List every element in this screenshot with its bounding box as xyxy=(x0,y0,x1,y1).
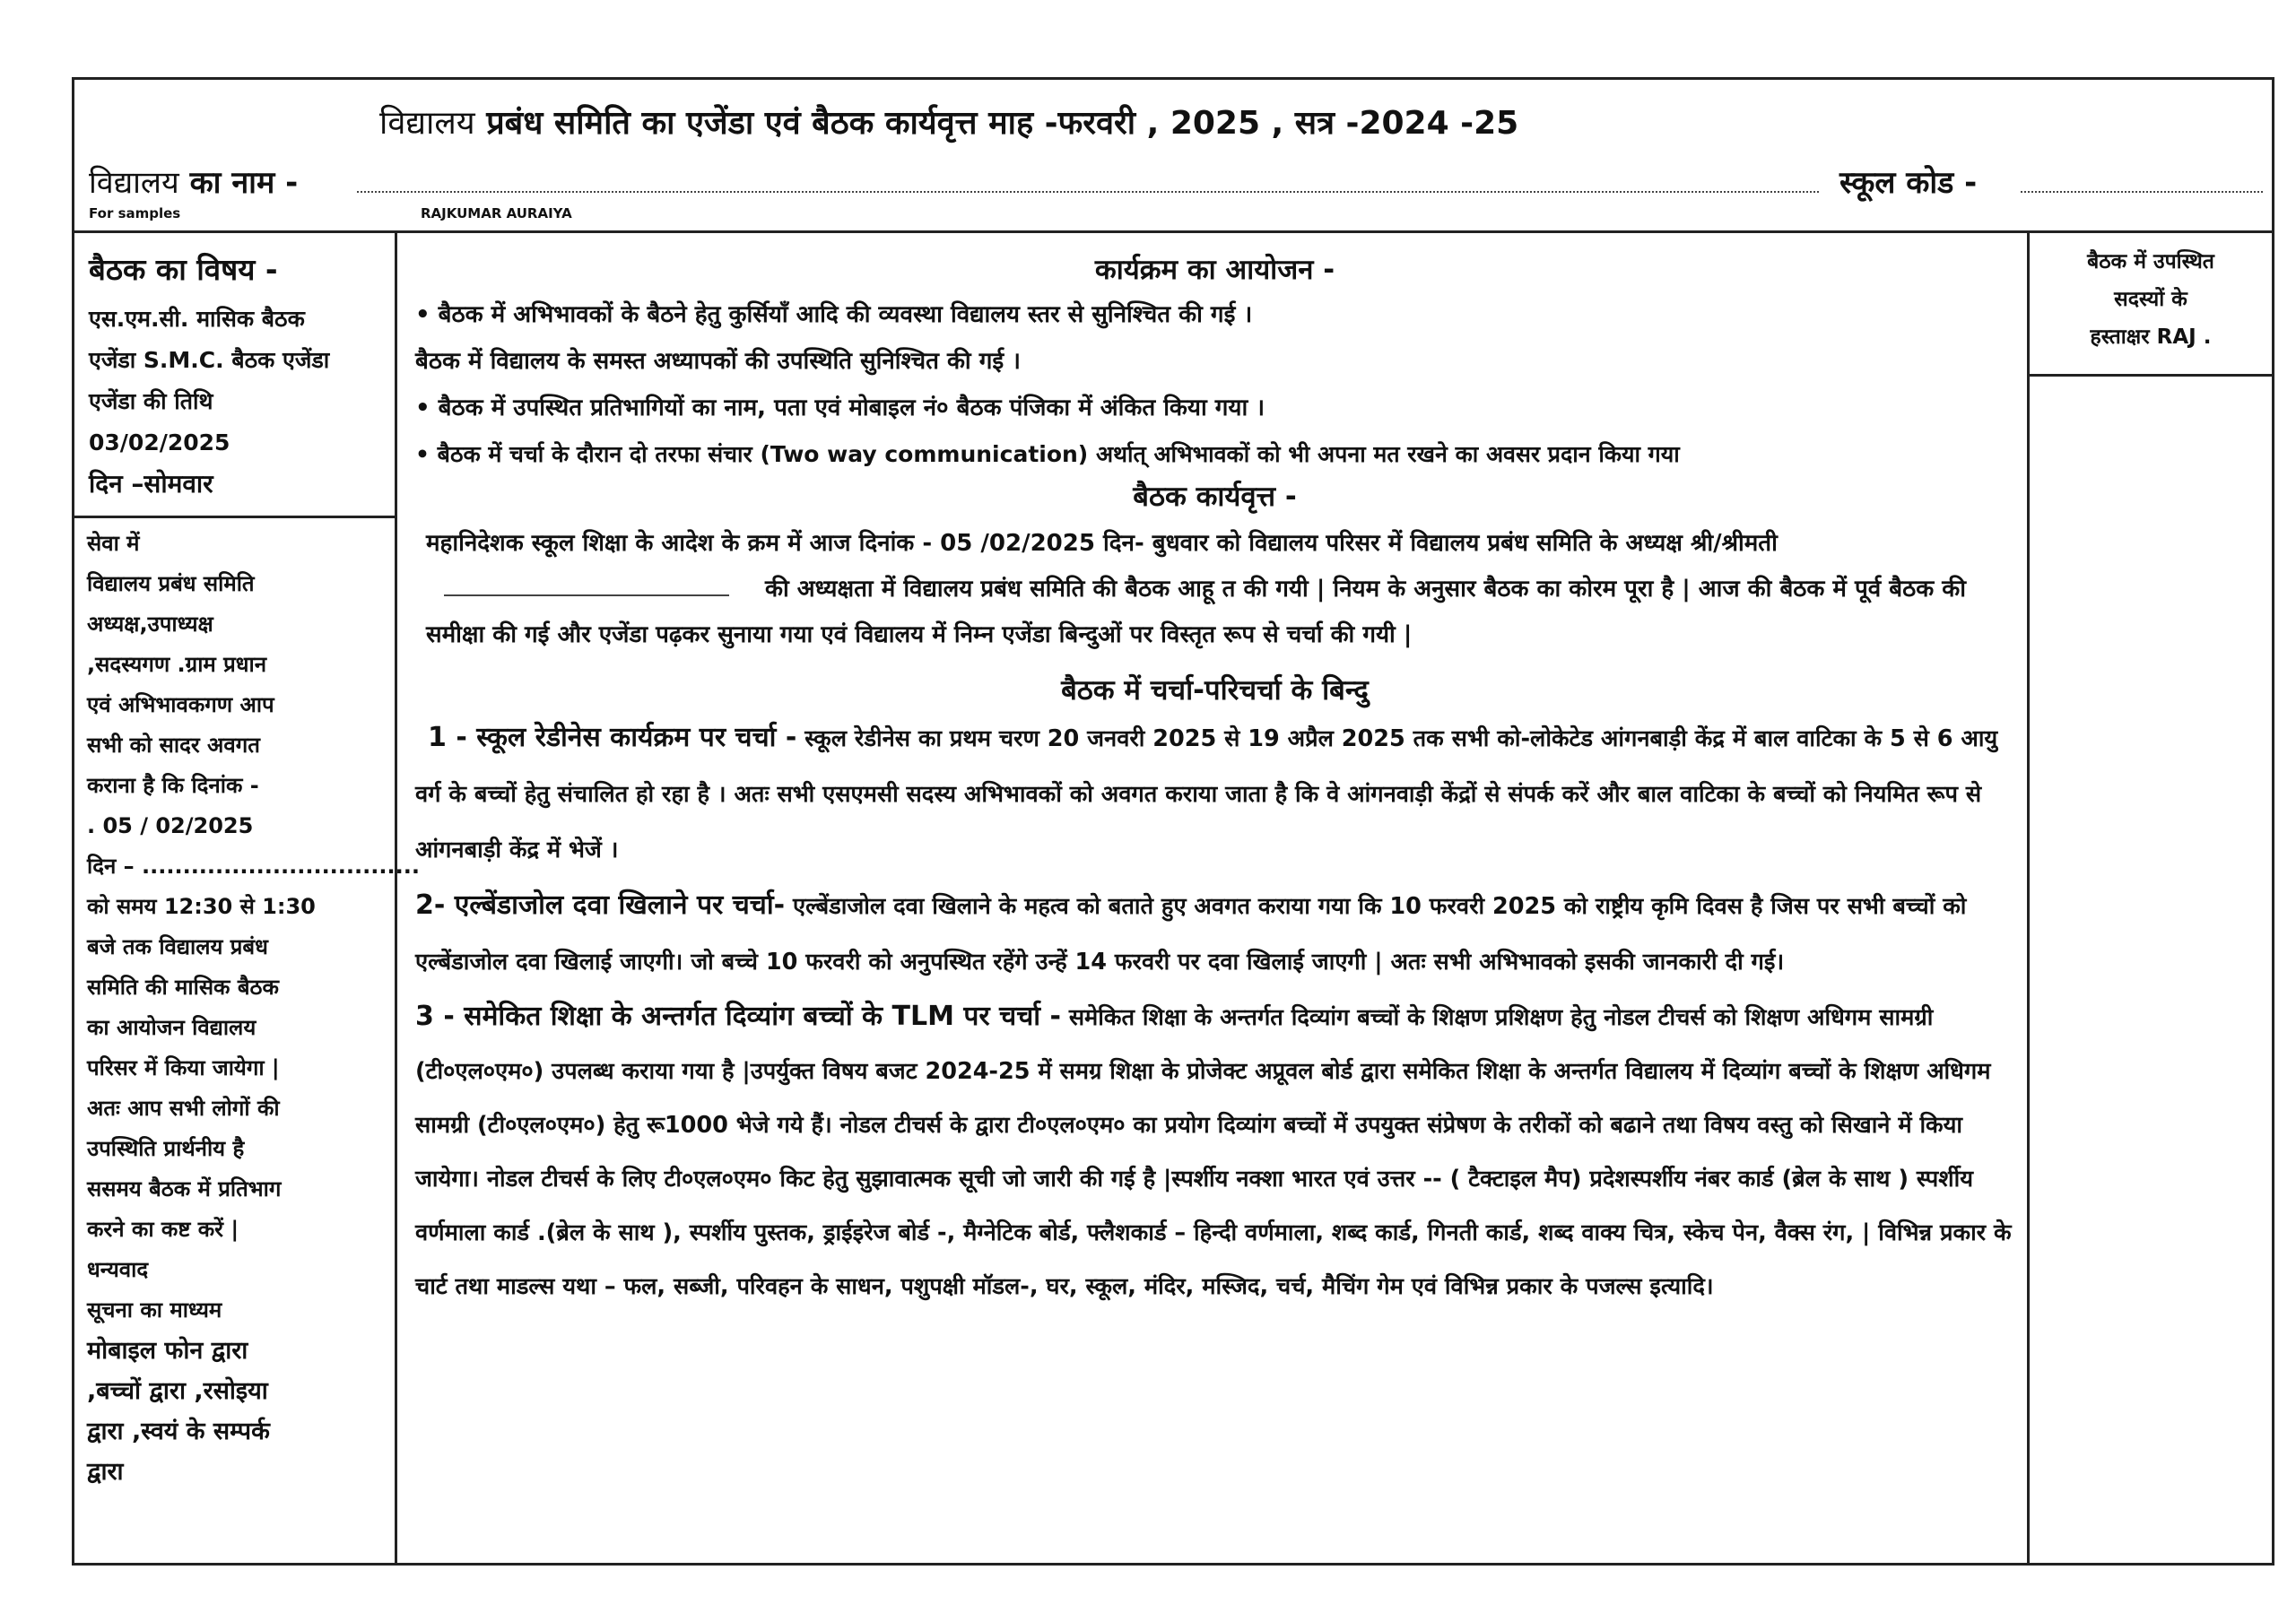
agenda-day: दिन –सोमवार xyxy=(89,469,213,499)
point-item xyxy=(415,990,2014,1314)
note-samples: For samples xyxy=(89,205,181,221)
meeting-subject-box xyxy=(74,230,395,518)
notice-line: करने का कष्ट करें | xyxy=(87,1217,239,1242)
notice-line: ससमय बैठक में प्रतिभाग xyxy=(87,1176,282,1201)
notice-line: समिति की मासिक बैठक xyxy=(87,975,279,1000)
arrangement-item: • बैठक में अभिभावकों के बैठने हेतु कुर्सियाँ आदि की व्यवस्था विद्यालय स्तर से सुनिश्चित की गई । xyxy=(415,301,1253,328)
main-column xyxy=(397,230,2027,1563)
points-heading: बैठक में चर्चा-परिचर्चा के बिन्दु xyxy=(1061,674,1369,707)
notice-line: परिसर में किया जायेगा | xyxy=(87,1055,280,1080)
chairperson-blank xyxy=(444,591,729,596)
notice-line: अध्यक्ष,उपाध्यक्ष xyxy=(87,612,213,637)
signature-box xyxy=(2030,230,2272,377)
point-item xyxy=(415,878,2014,990)
minutes-paragraph xyxy=(415,521,2014,658)
notice-line: बजे तक विद्यालय प्रबंध xyxy=(87,934,268,959)
document-title xyxy=(379,100,1518,143)
notice-line: एवं अभिभावकगण आप xyxy=(87,692,274,717)
notice-line: ,सदस्यगण .ग्राम प्रधान xyxy=(87,652,267,677)
arrangement-item: • बैठक में उपस्थित प्रतिभागियों का नाम, पता एवं मोबाइल नं० बैठक पंजिका में अंकित किया गया । xyxy=(415,395,1265,421)
point-body: एल्बेंडाजोल दवा खिलाने के महत्व को बताते हुए अवगत कराया गया कि 10 फरवरी 2025 को राष्ट्रीय कृमि दिवस है जिस पर सभी बच्चों को एल्बेंडाजोल दवा खिलाई जाएगी। जो बच्चे 10 फरवरी को अनुपस्थित रहेंगे उन्हें 14 फरवरी पर दवा खिलाई जाएगी | अतः सभी अभिभावको इसकी जानकारी दी गई। xyxy=(415,893,1967,976)
agenda-date: 03/02/2025 xyxy=(89,429,230,455)
notice-line: सूचना का माध्यम xyxy=(87,1297,222,1323)
notice-line: . 05 / 02/2025 xyxy=(87,813,254,838)
subject-line: एस.एम.सी. मासिक बैठक xyxy=(89,306,305,332)
notice-line: को समय 12:30 से 1:30 xyxy=(87,894,316,919)
subject-line: एजेंडा की तिथि xyxy=(89,388,213,414)
document-header xyxy=(74,80,2272,233)
notice-line: कराना है कि दिनांक - xyxy=(87,773,259,798)
school-name-label xyxy=(89,160,298,202)
left-column xyxy=(74,230,420,1563)
right-column xyxy=(2027,230,2272,1563)
arrangement-heading: कार्यक्रम का आयोजन - xyxy=(1094,254,1335,286)
meeting-subject-title: बैठक का विषय - xyxy=(89,252,278,287)
notice-line: द्वारा xyxy=(87,1458,124,1486)
document-frame xyxy=(72,77,2274,1566)
point-title: 2- एल्बेंडाजोल दवा खिलाने पर चर्चा- xyxy=(415,889,786,921)
notice-line: उपस्थिति प्रार्थनीय है xyxy=(87,1136,245,1161)
subject-line: एजेंडा S.M.C. बैठक एजेंडा xyxy=(89,347,330,373)
signature-label: हस्ताक्षर RAJ . xyxy=(2090,325,2212,349)
notice-line: द्वारा ,स्वयं के सम्पर्क xyxy=(87,1418,270,1445)
minutes-text-part1: महानिदेशक स्कूल शिक्षा के आदेश के क्रम में आज दिनांक - 05 /02/2025 दिन- बुधवार को विद्यालय परिसर में विद्यालय प्रबंध समिति के अध्यक्ष श्री/श्रीमती xyxy=(426,530,1778,557)
invitation-notice xyxy=(74,518,420,1492)
notice-line: सभी को सादर अवगत xyxy=(87,733,260,758)
note-author: RAJKUMAR AURAIYA xyxy=(421,205,572,221)
school-label-main: का नाम - xyxy=(189,165,299,201)
notice-line: ,बच्चों द्वारा ,रसोइया xyxy=(87,1377,268,1405)
title-main: प्रबंध समिति का एजेंडा एवं बैठक कार्यवृत्त माह -फरवरी , 2025 , सत्र -2024 -25 xyxy=(486,105,1519,142)
title-prefix: विद्यालय xyxy=(379,105,475,142)
point-title: 1 - स्कूल रेडीनेस कार्यक्रम पर चर्चा - xyxy=(428,722,797,753)
point-body: समेकित शिक्षा के अन्तर्गत दिव्यांग बच्चों के शिक्षण प्रशिक्षण हेतु नोडल टीचर्स को शिक्षण अधिगम सामग्री (टी०एल०एम०) उपलब्ध कराया गया है |उपर्युक्त विषय बजट 2024-25 में समग्र शिक्षा के प्रोजेक्ट अप्रूवल बोर्ड द्वारा समेकित शिक्षा के अन्तर्गत विद्यालय में दिव्यांग बच्चों के शिक्षण अधिगम सामग्री (टी०एल०एम०) हेतु रू1000 भेजे गये हैं। नोडल टीचर्स के द्वारा टी०एल०एम० का प्रयोग दिव्यांग बच्चों में उपयुक्त संप्रेषण के तरीकों को बढाने तथा विषय वस्तु को सिखाने में किया जायेगा। नोडल टीचर्स के लिए टी०एल०एम० किट हेतु सुझावात्मक सूची जो जारी की गई है |स्पर्शीय नक्शा भारत एवं उत्तर -- ( टैक्टाइल मैप) प्रदेशस्पर्शीय नंबर कार्ड (ब्रेल के साथ ) स्पर्शीय वर्णमाला कार्ड .(ब्रेल के साथ ), स्पर्शीय पुस्तक, ड्राईइरेज बोर्ड -, मैग्नेटिक बोर्ड, फ्लैशकार्ड – हिन्दी वर्णमाला, शब्द कार्ड, गिनती कार्ड, शब्द वाक्य चित्र, स्केच पेन, वैक्स रंग, | विभिन्न प्रकार के चार्ट तथा माडल्स यथा – फल, सब्जी, परिवहन के साधन, पशुपक्षी मॉडल-, घर, स्कूल, मंदिर, मस्जिद, चर्च, मैचिंग गेम एवं विभिन्न प्रकार के पजल्स इत्यादि। xyxy=(415,1004,2012,1300)
notice-line: धन्यवाद xyxy=(87,1257,149,1282)
signature-label: बैठक में उपस्थित xyxy=(2087,250,2214,273)
notice-line: सेवा में xyxy=(87,531,140,556)
notice-line: अतः आप सभी लोगों की xyxy=(87,1096,280,1121)
school-code-label: स्कूल कोड - xyxy=(1839,165,1978,201)
minutes-text-part2: की अध्यक्षता में विद्यालय प्रबंध समिति की बैठक आहू त की गयी | नियम के अनुसार बैठक का कोरम पूरा है | आज की बैठक में पूर्व बैठक की समीक्षा की गई और एजेंडा पढ़कर सुनाया गया एवं विद्यालय में निम्न एजेंडा बिन्दुओं पर विस्तृत रूप से चर्चा की गयी | xyxy=(426,576,1966,648)
school-label-prefix: विद्यालय xyxy=(89,165,179,201)
arrangement-item: बैठक में विद्यालय के समस्त अध्यापकों की उपस्थिति सुनिश्चित की गई । xyxy=(415,348,1022,375)
point-item xyxy=(415,710,2014,878)
arrangement-item: • बैठक में चर्चा के दौरान दो तरफा संचार (Two way communication) अर्थात् अभिभावकों को भी अपना मत रखने का अवसर प्रदान किया गया xyxy=(415,441,1680,467)
notice-line: मोबाइल फोन द्वारा xyxy=(87,1337,248,1365)
school-name-blank xyxy=(357,191,1819,193)
school-code-blank xyxy=(2021,191,2263,193)
minutes-heading: बैठक कार्यवृत्त - xyxy=(1133,481,1297,513)
point-body: स्कूल रेडीनेस का प्रथम चरण 20 जनवरी 2025 से 19 अप्रैल 2025 तक सभी को-लोकेटेड आंगनबाड़ी केंद्र में बाल वाटिका के 5 से 6 आयु वर्ग के बच्चों हेतु संचालित हो रहा है । अतः सभी एसएमसी सदस्य अभिभावकों को अवगत कराया जाता है कि वे आंगनवाड़ी केंद्रों से संपर्क करें और बाल वाटिका के बच्चों को नियमित रूप से आंगनबाड़ी केंद्र में भेजें । xyxy=(415,725,1998,863)
signature-label: सदस्यों के xyxy=(2114,288,2187,311)
notice-line: का आयोजन विद्यालय xyxy=(87,1015,257,1040)
notice-line: दिन – .................................. xyxy=(87,854,420,879)
point-title: 3 - समेकित शिक्षा के अन्तर्गत दिव्यांग बच्चों के TLM पर चर्चा - xyxy=(415,1001,1061,1032)
notice-line: विद्यालय प्रबंध समिति xyxy=(87,571,255,596)
